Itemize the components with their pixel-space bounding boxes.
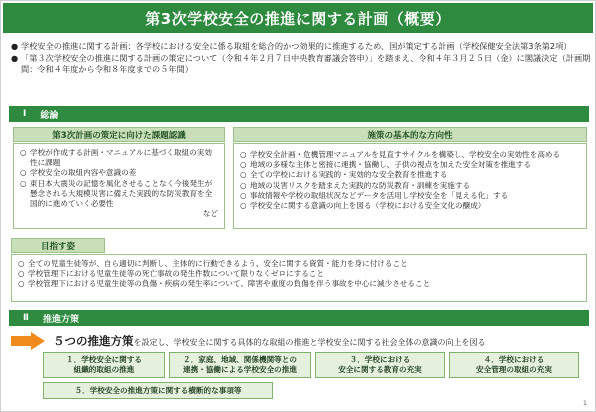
goal-text: 学校管理下における児童生徒等の負傷・疾病の発生率について、障害や重度の負傷を伴う事故を中心に減少させること [28, 279, 431, 289]
directions-panel-title: 施策の基本的な方向性 [233, 127, 587, 142]
goal-text: 学校管理下における児童生徒等の死亡事故の発生件数について限りなくゼロにすること [28, 269, 324, 279]
intro-text: 「第３次学校安全の推進に関する計画の策定について（令和４年２月７日中央教育審議会答申）」を踏まえ、令和４年３月２５日（金）に閣議決定（計画期間：令和４年度から令和８年度までの５年間） [21, 52, 591, 74]
issues-panel [13, 143, 225, 229]
circle-bullet-icon: ○ [240, 190, 247, 200]
direction-item [240, 191, 580, 201]
circle-bullet-icon: ○ [18, 259, 25, 268]
measures-lead-text: を設定し、学校安全に関する具体的な取組の推進と学校安全に関する社会全体の意識の向上を図る [133, 338, 486, 347]
right-arrow-icon [11, 332, 45, 350]
goals-panel [11, 254, 587, 302]
measure-box-5 [43, 382, 273, 399]
section-header-measures [9, 310, 589, 326]
intro-item [11, 53, 591, 76]
circle-bullet-icon: ○ [240, 150, 247, 159]
direction-item [240, 150, 580, 160]
goals-title: 目指す姿 [11, 238, 105, 253]
section-number: Ⅰ [23, 109, 27, 119]
issue-text: 東日本大震災の記憶を風化させることなく今後発生が懸念される大規模災害に備えた実践的な防災教育を全国的に進めていく必要性 [30, 178, 213, 209]
measure-box-3 [315, 352, 445, 378]
issue-text: 学校が作成する計画・マニュアルに基づく取組の実効性に課題 [30, 148, 212, 168]
goal-text: 全ての児童生徒等が、自ら適切に判断し、主体的に行動できるよう、安全に関する資質・能力を身に付けること [28, 259, 408, 268]
circle-bullet-icon: ○ [240, 160, 247, 170]
issue-item [20, 179, 218, 210]
measure-box-4 [449, 352, 579, 378]
measures-lead-emphasis: ５つの推進方策 [53, 334, 134, 348]
direction-item [240, 201, 580, 211]
goal-item [18, 259, 580, 269]
circle-bullet-icon: ○ [20, 178, 27, 188]
circle-bullet-icon: ○ [20, 168, 27, 178]
bullet-icon: ● [11, 41, 19, 51]
direction-text: 地域の災害リスクを踏まえた実践的な防災教育・訓練を実施する [250, 180, 471, 190]
direction-item [240, 181, 580, 191]
circle-bullet-icon: ○ [18, 279, 25, 289]
measure-label: ５．学校安全の推進方策に関する横断的な事項等 [74, 385, 242, 395]
measure-box-1 [43, 352, 165, 378]
measure-box-2 [169, 352, 311, 378]
goal-item [18, 269, 580, 279]
direction-item [240, 170, 580, 180]
directions-panel [233, 143, 587, 229]
issues-note: など [202, 209, 218, 219]
direction-item [240, 160, 580, 170]
circle-bullet-icon: ○ [240, 180, 247, 190]
section-header-overview [9, 106, 589, 122]
circle-bullet-icon: ○ [240, 201, 247, 211]
direction-text: 地域の多様な主体と密接に連携・協働し、子供の視点を加えた安全対策を推進する [250, 160, 531, 170]
direction-text: 事故情報や学校の取組状況などデータを活用し学校安全を「見える化」する [250, 190, 509, 200]
bullet-icon: ● [11, 52, 19, 63]
direction-text: 学校安全に関する意識の向上を図る（学校における安全文化の醸成） [250, 201, 486, 211]
measure-label: ２．家庭、地域、関係機関等との 連携・協働による学校安全の推進 [183, 355, 297, 374]
direction-text: 学校安全計画・危機管理マニュアルを見直すサイクルを構築し、学校安全の実効性を高める [250, 150, 561, 159]
intro-item [11, 41, 591, 53]
measure-label: ４．学校における 安全管理の取組の充実 [476, 355, 552, 374]
intro-text: 学校安全の推進に関する計画：各学校における安全に係る取組を総合的かつ効果的に推進するため、国が策定する計画（学校保健安全法第3条第2項） [21, 41, 572, 51]
measure-label: １．学校安全に関する 組織的取組の推進 [66, 355, 142, 374]
circle-bullet-icon: ○ [20, 148, 27, 157]
circle-bullet-icon: ○ [240, 170, 247, 180]
page-title: 第3次学校安全の推進に関する計画（概要） [3, 3, 593, 33]
issue-item [20, 148, 218, 168]
issue-item [20, 168, 218, 178]
measures-lead [53, 333, 486, 349]
issues-panel-title: 第3次計画の策定に向けた課題認識 [13, 127, 225, 142]
section-label: 推進方策 [42, 314, 79, 325]
circle-bullet-icon: ○ [18, 269, 25, 279]
intro-bullets [11, 41, 591, 76]
section-number: Ⅱ [23, 313, 29, 323]
measure-label: ３．学校における 安全に関する教育の充実 [338, 355, 422, 374]
goal-item [18, 279, 580, 289]
issue-text: 学校安全の取組内容や意識の差 [30, 168, 137, 178]
direction-text: 全ての学校における実践的・実効的な安全教育を推進する [250, 170, 448, 180]
page-number: 1 [582, 399, 587, 407]
section-label: 総論 [40, 110, 59, 121]
